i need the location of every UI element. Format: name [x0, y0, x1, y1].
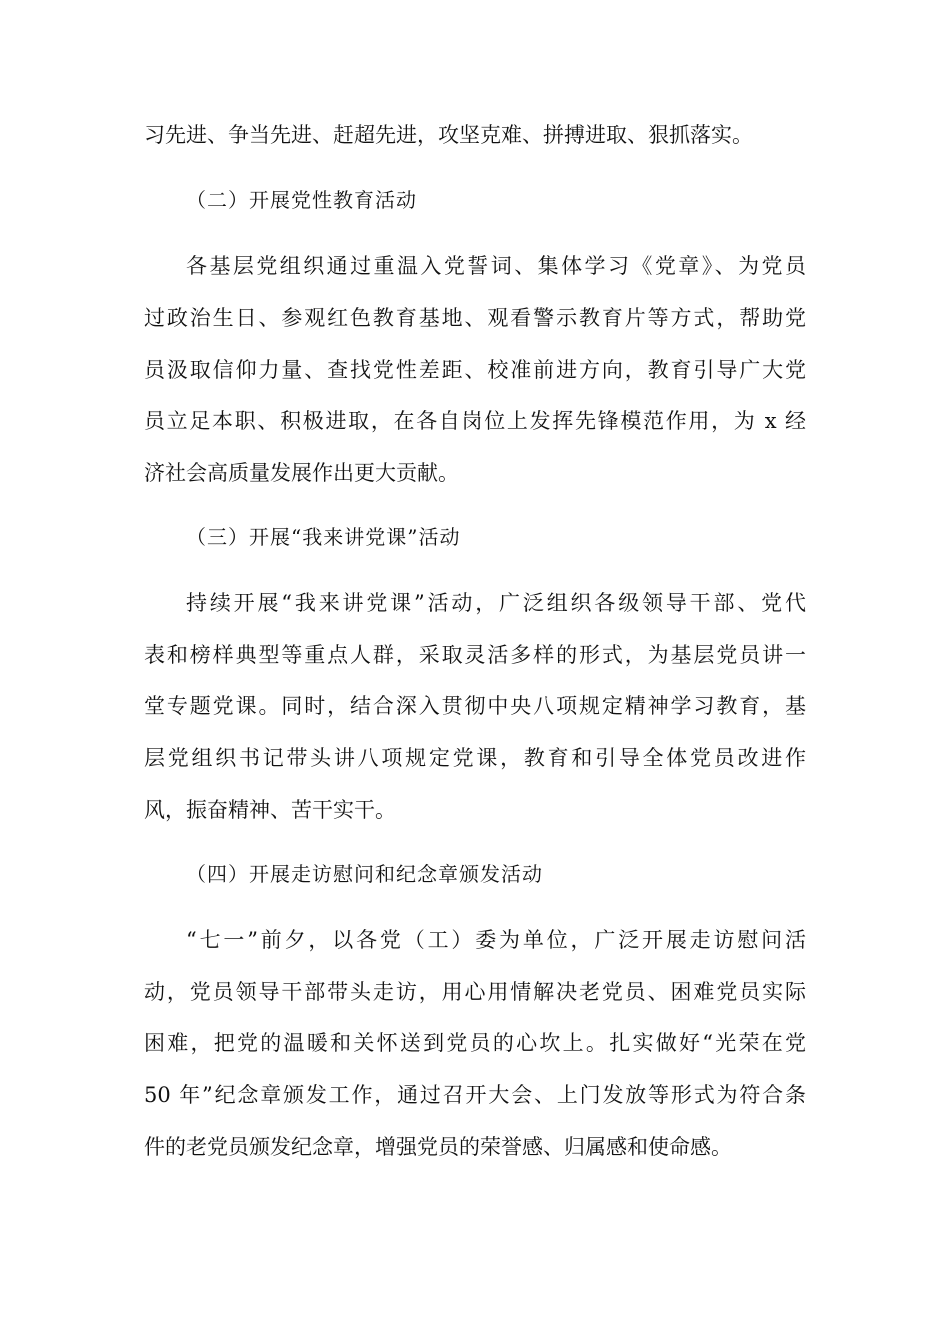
paragraph-line: 过政治生日、参观红色教育基地、观看警示教育片等方式，帮助党 — [144, 306, 806, 330]
paragraph-line: 动，党员领导干部带头走访，用心用情解决老党员、困难党员实际 — [144, 980, 806, 1004]
paragraph-line: 层党组织书记带头讲八项规定党课，教育和引导全体党员改进作 — [144, 746, 806, 770]
paragraph-line: 件的老党员颁发纪念章，增强党员的荣誉感、归属感和使命感。 — [144, 1135, 732, 1159]
paragraph-line: 50 年”纪念章颁发工作，通过召开大会、上门发放等形式为符合条 — [144, 1083, 806, 1107]
paragraph-line: 风，振奋精神、苦干实干。 — [144, 798, 396, 822]
paragraph-line: 表和榜样典型等重点人群，采取灵活多样的形式，为基层党员讲一 — [144, 643, 806, 667]
paragraph-line: 习先进、争当先进、赶超先进，攻坚克难、拼搏进取、狠抓落实。 — [144, 123, 753, 147]
section-heading-4: （四）开展走访慰问和纪念章颁发活动 — [186, 862, 543, 886]
paragraph-line: “七一”前夕，以各党（工）委为单位，广泛开展走访慰问活 — [186, 928, 806, 952]
paragraph-line: 持续开展“我来讲党课”活动，广泛组织各级领导干部、党代 — [186, 591, 806, 615]
paragraph-line: 员立足本职、积极进取，在各自岗位上发挥先锋模范作用，为 x 经 — [144, 409, 806, 433]
paragraph-line: 济社会高质量发展作出更大贡献。 — [144, 461, 459, 485]
section-heading-2: （二）开展党性教育活动 — [186, 188, 417, 212]
paragraph-line: 困难，把党的温暖和关怀送到党员的心坎上。扎实做好“光荣在党 — [144, 1031, 806, 1055]
paragraph-line: 各基层党组织通过重温入党誓词、集体学习《党章》、为党员 — [186, 254, 806, 278]
section-heading-3: （三）开展“我来讲党课”活动 — [186, 525, 461, 549]
paragraph-line: 员汲取信仰力量、查找党性差距、校准前进方向，教育引导广大党 — [144, 358, 806, 382]
paragraph-line: 堂专题党课。同时，结合深入贯彻中央八项规定精神学习教育，基 — [144, 694, 806, 718]
